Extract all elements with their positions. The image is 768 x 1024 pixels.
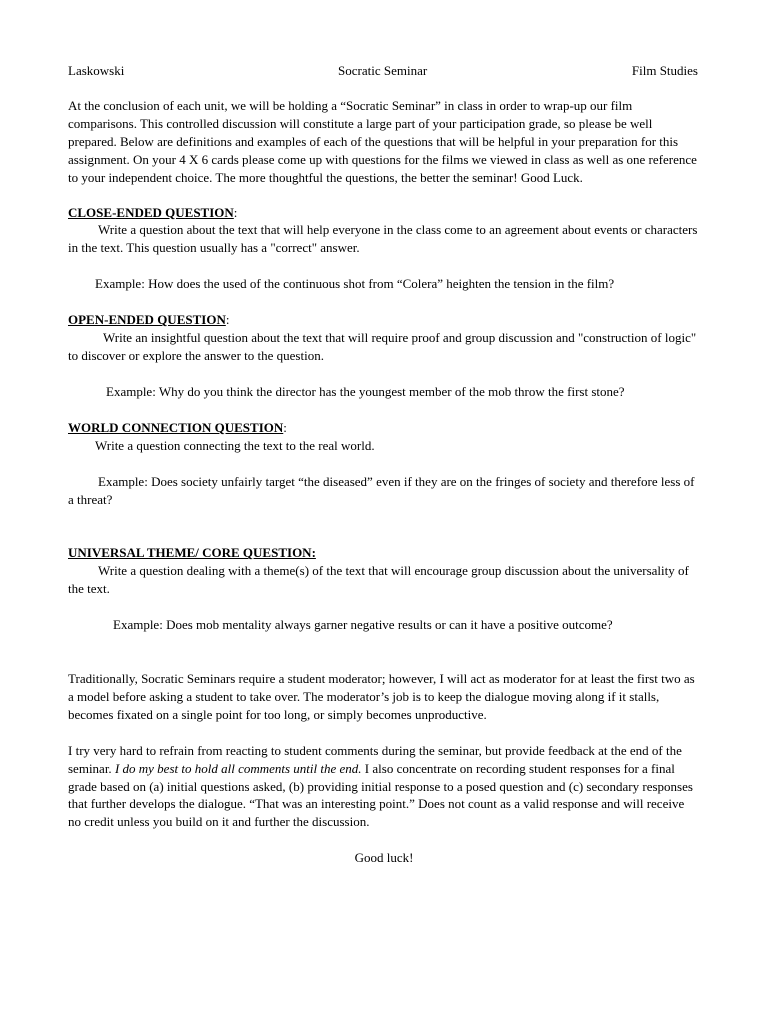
section-example: Example: Why do you think the director has the youngest member of the mob throw the first stone?	[106, 383, 625, 399]
section-heading-world-connection	[68, 419, 700, 437]
moderator-paragraph: Traditionally, Socratic Seminars require a student moderator; however, I will act as moderator for at least the first two as a model before asking a student to take over. The moderator’s job is to keep the dialogue moving along if it stalls, becomes fixated on a single point for too long, or simply becomes unproductive.	[68, 671, 695, 722]
feedback-paragraph	[68, 742, 700, 832]
section-heading-open-ended	[68, 311, 700, 329]
closing-line: Good luck!	[354, 850, 414, 866]
intro-paragraph: At the conclusion of each unit, we will be holding a “Socratic Seminar” in class in order to wrap-up our film comparisons. This controlled discussion will constitute a large part of your participation grade, so please be well prepared. Below are definitions and examples of each of the questions that will be helpful in your preparation for this assignment. On your 4 X 6 cards please come up with questions for the films we viewed in class as well as one reference to your independent choice. The more thoughtful the questions, the better the seminar! Good Luck.	[68, 98, 697, 185]
section-description: Write a question about the text that will help everyone in the class come to an agreement about events or characters in the text. This question usually has a "correct" answer.	[68, 222, 698, 256]
document-title: Socratic Seminar	[338, 63, 428, 78]
section-description: Write a question connecting the text to the real world.	[95, 437, 375, 453]
teacher-name: Laskowski	[68, 63, 125, 78]
section-heading-universal-theme	[68, 544, 700, 562]
section-heading-text: UNIVERSAL THEME/ CORE QUESTION:	[68, 545, 316, 561]
feedback-text-part1: I try very hard to refrain from reacting to student comments during the seminar, but provide feedback at the end of the seminar.	[68, 742, 682, 776]
section-heading-text: WORLD CONNECTION QUESTION	[68, 419, 284, 435]
section-description: Write a question dealing with a theme(s) of the text that will encourage group discussion about the universality of the text.	[68, 563, 689, 597]
feedback-text-italic: I do my best to hold all comments until the end.	[114, 760, 362, 776]
section-heading-colon: :	[233, 204, 238, 220]
section-heading-colon: :	[225, 312, 230, 328]
section-heading-text: CLOSE-ENDED QUESTION	[68, 204, 234, 220]
section-description: Write an insightful question about the text that will require proof and group discussion and "construction of logic" to discover or explore the answer to the question.	[68, 330, 697, 363]
section-heading-close-ended	[68, 204, 700, 222]
section-example: Example: Does mob mentality always garner negative results or can it have a positive outcome?	[113, 617, 613, 633]
section-example: Example: Does society unfairly target “the diseased” even if they are on the fringes of society and therefore less of a threat?	[68, 473, 695, 507]
feedback-text-part2: I also concentrate on recording student responses for a final grade based on (a) initial questions asked, (b) providing initial response to a posed question and (c) secondary responses that further develops the dialogue. “That was an interesting point.” Does not count as a valid response and will receive no credit unless you build on it and further the discussion.	[68, 760, 693, 830]
section-heading-colon: :	[283, 419, 287, 435]
page-header	[68, 62, 700, 80]
course-name: Film Studies	[631, 63, 698, 78]
section-example: Example: How does the used of the continuous shot from “Colera” heighten the tension in the film?	[95, 276, 615, 292]
section-heading-text: OPEN-ENDED QUESTION	[68, 312, 226, 328]
